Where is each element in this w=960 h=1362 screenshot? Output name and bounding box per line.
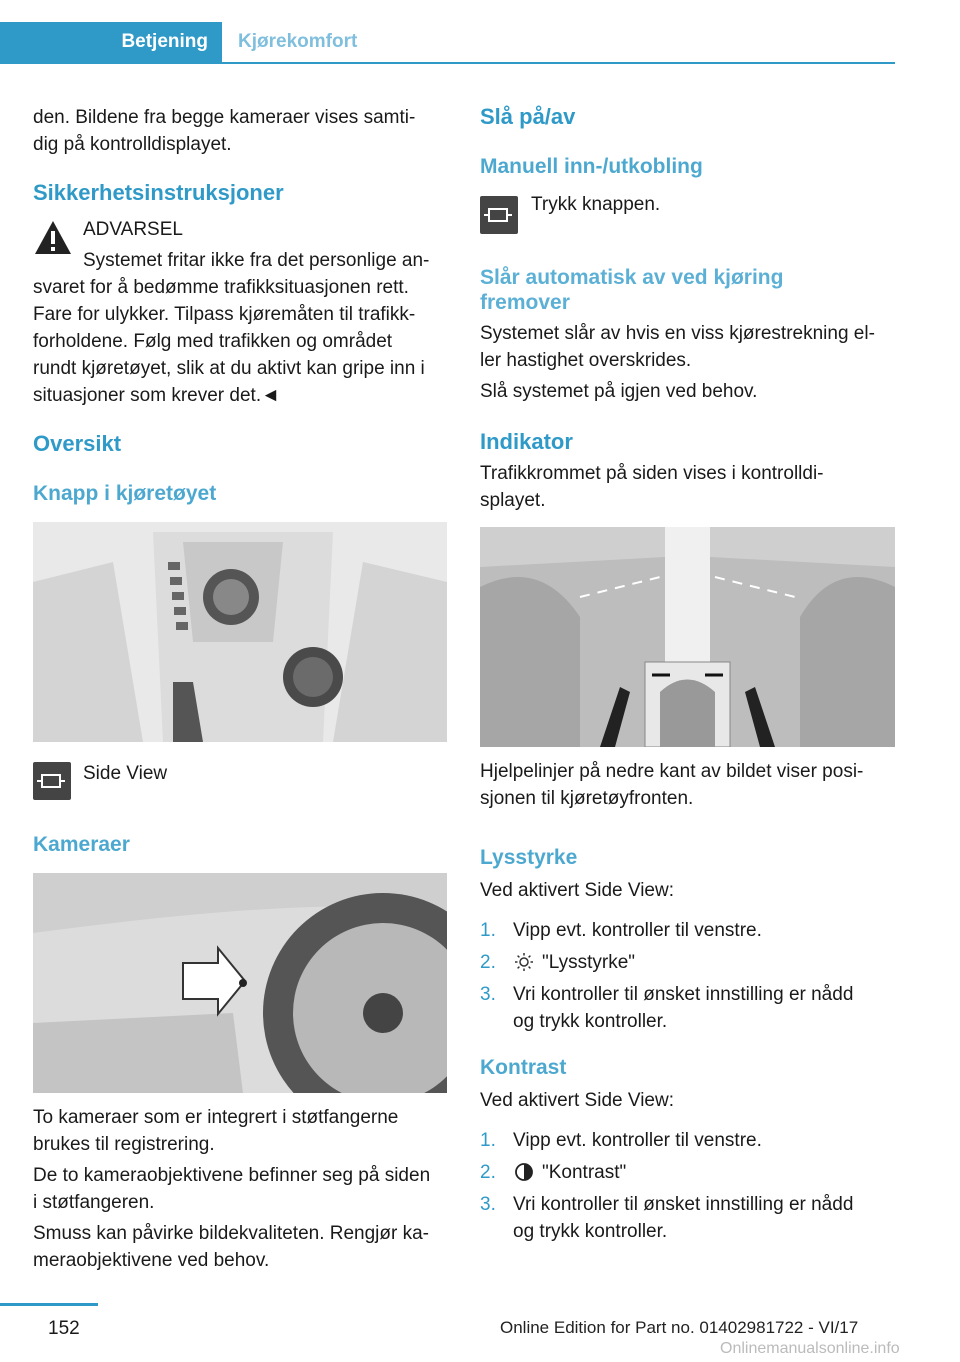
helper-line: Hjelpelinjer på nedre kant av bildet viser posi‐	[480, 761, 864, 782]
heading-safety: Sikkerhetsinstruksjoner	[33, 180, 284, 205]
warning-line: Fare for ulykker. Tilpass kjøremåten til trafikk‐	[33, 304, 416, 325]
intro-line-1: den. Bildene fra begge kameraer vises samti‐	[33, 107, 416, 128]
brightness-sun-icon	[514, 952, 534, 972]
step-text-cont: og trykk kontroller.	[513, 1011, 668, 1032]
step-text: "Lysstyrke"	[542, 952, 636, 973]
heading-cameras: Kameraer	[33, 833, 130, 856]
side-view-button-icon	[33, 762, 71, 800]
cam-line: meraobjektivene ved behov.	[33, 1250, 270, 1271]
heading-indicator: Indikator	[480, 429, 573, 454]
heading-auto-off-1: Slår automatisk av ved kjøring	[480, 266, 784, 289]
auto-line: ler hastighet overskrides.	[480, 350, 692, 371]
step-number: 3.	[480, 1194, 496, 1215]
indicator-line: splayet.	[480, 490, 546, 511]
warning-line: rundt kjøretøyet, slik at du aktivt kan gripe inn i	[33, 358, 425, 379]
press-button-text: Trykk knappen.	[531, 194, 661, 215]
page-number: 152	[48, 1318, 80, 1339]
contrast-half-circle-icon	[514, 1162, 534, 1182]
tab-kjorekomfort[interactable]: Kjørekomfort	[238, 31, 358, 52]
step-number: 1.	[480, 1130, 496, 1151]
step-text: Vri kontroller til ønsket innstilling er nådd	[513, 984, 854, 1005]
auto-line: Systemet slår av hvis en viss kjørestrekning el‐	[480, 323, 875, 344]
step-number: 1.	[480, 920, 496, 941]
chapter-tabs	[0, 22, 895, 64]
cam-line: To kameraer som er integrert i støtfangerne	[33, 1107, 399, 1128]
warning-line: situasjoner som krever det.◄	[33, 385, 280, 406]
display-figure	[480, 527, 895, 747]
footer-rule	[0, 1303, 98, 1306]
helper-line: sjonen til kjøretøyfronten.	[480, 788, 694, 809]
warning-line: forholdene. Følg med trafikken og området	[33, 331, 393, 352]
watermark: Onlinemanualsonline.info	[720, 1340, 900, 1357]
heading-manual: Manuell inn-/utkobling	[480, 155, 703, 178]
edition-text: Online Edition for Part no. 01402981722 - VI/17	[500, 1318, 859, 1337]
console-figure	[33, 522, 447, 742]
side-view-label: Side View	[83, 763, 168, 784]
contrast-intro: Ved aktivert Side View:	[480, 1090, 674, 1111]
heading-brightness: Lysstyrke	[480, 846, 578, 869]
cam-line: brukes til registrering.	[33, 1134, 215, 1155]
cam-line: i støtfangeren.	[33, 1192, 155, 1213]
warning-line: svaret for å bedømme trafikksituasjonen rett.	[33, 277, 409, 298]
cam-line: Smuss kan påvirke bildekvaliteten. Rengjør ka‐	[33, 1223, 430, 1244]
step-text: Vri kontroller til ønsket innstilling er nådd	[513, 1194, 854, 1215]
heading-overview: Oversikt	[33, 431, 122, 456]
auto-line: Slå systemet på igjen ved behov.	[480, 381, 758, 402]
step-number: 3.	[480, 984, 496, 1005]
heading-onoff: Slå på/av	[480, 104, 576, 129]
indicator-line: Trafikkrommet på siden vises i kontrolldi‐	[480, 463, 824, 484]
tab-betjening[interactable]: Betjening	[0, 22, 222, 62]
step-text: Vipp evt. kontroller til venstre.	[513, 920, 762, 941]
step-text: "Kontrast"	[542, 1162, 627, 1183]
heading-auto-off-2: fremover	[480, 291, 570, 314]
step-number: 2.	[480, 1162, 496, 1183]
side-view-button-icon	[480, 196, 518, 234]
heading-button: Knapp i kjøretøyet	[33, 482, 217, 505]
camera-figure	[33, 873, 447, 1093]
warning-icon	[33, 218, 73, 258]
step-text: Vipp evt. kontroller til venstre.	[513, 1130, 762, 1151]
step-number: 2.	[480, 952, 496, 973]
intro-line-2: dig på kontrolldisplayet.	[33, 134, 232, 155]
step-text-cont: og trykk kontroller.	[513, 1221, 668, 1242]
warning-title: ADVARSEL	[83, 219, 183, 240]
heading-contrast: Kontrast	[480, 1056, 567, 1079]
warning-line: Systemet fritar ikke fra det personlige an‐	[83, 250, 430, 271]
brightness-intro: Ved aktivert Side View:	[480, 880, 674, 901]
cam-line: De to kameraobjektivene befinner seg på siden	[33, 1165, 431, 1186]
